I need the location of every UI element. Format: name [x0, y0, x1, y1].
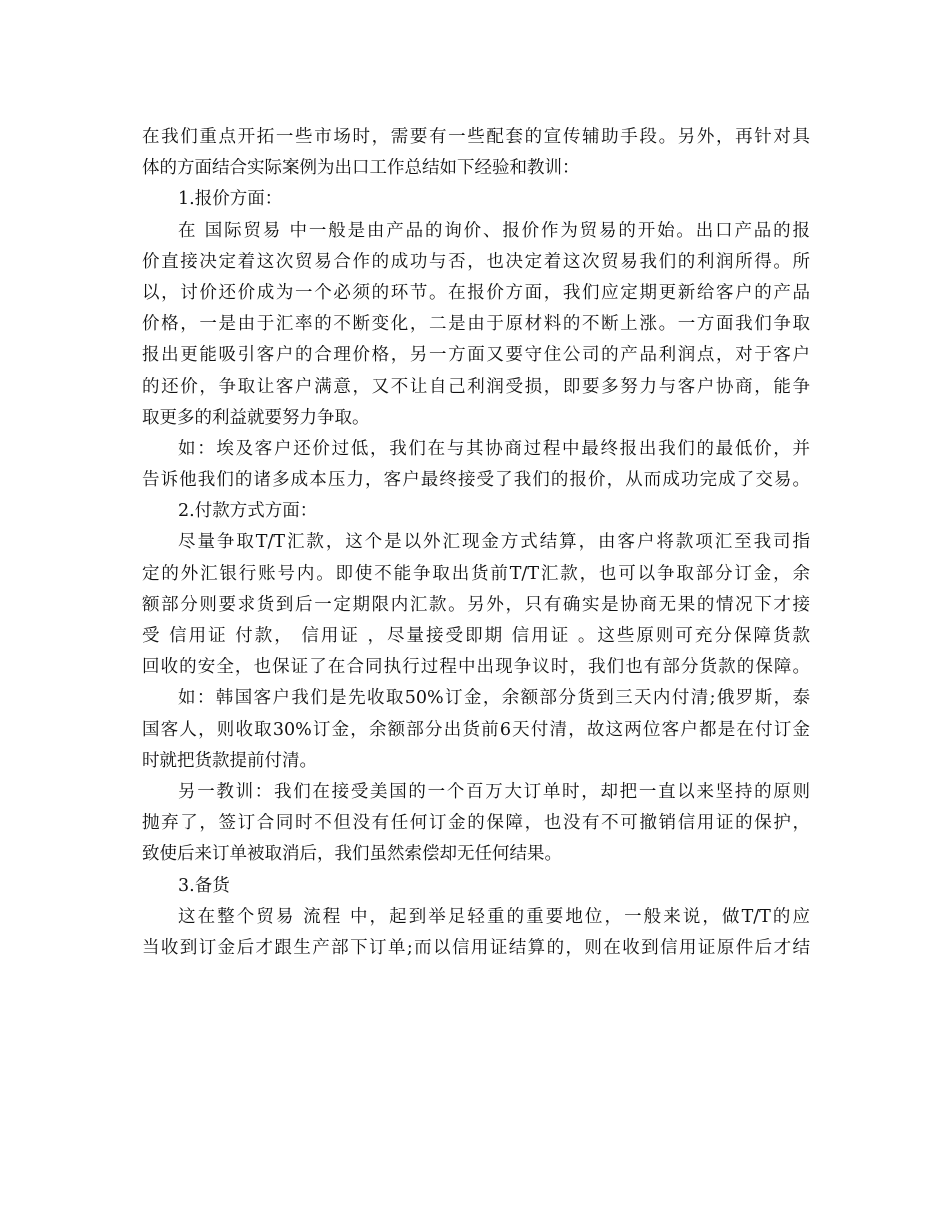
text-line: 告诉他我们的诸多成本压力，客户最终接受了我们的报价，从而成功完成了交易。	[142, 470, 810, 491]
text-line: 在 国际贸易 中一般是由产品的询价、报价作为贸易的开始。出口产品的报	[178, 220, 810, 241]
text-line: 的还价，争取让客户满意，又不让自己利润受损，即要多努力与客户协商，能争	[142, 376, 810, 397]
text-line: 如：埃及客户还价过低，我们在与其协商过程中最终报出我们的最低价，并	[178, 438, 810, 459]
text-line: 3.备货	[178, 875, 230, 896]
text-line: 这在整个贸易 流程 中，起到举足轻重的重要地位，一般来说，做T/T的应	[178, 906, 810, 927]
document-body	[142, 122, 810, 964]
text-line: 抛弃了，签订合同时不但没有任何订金的保障，也没有不可撤销信用证的保护，	[142, 813, 810, 834]
text-line: 价格，一是由于汇率的不断变化，二是由于原材料的不断上涨。一方面我们争取	[142, 314, 810, 335]
text-line: 取更多的利益就要努力争取。	[142, 407, 370, 428]
text-line: 以，讨价还价成为一个必须的环节。在报价方面，我们应定期更新给客户的产品	[142, 282, 810, 303]
text-line: 报出更能吸引客户的合理价格，另一方面又要守住公司的产品利润点，对于客户	[142, 345, 810, 366]
text-line: 另一教训：我们在接受美国的一个百万大订单时，却把一直以来坚持的原则	[178, 781, 810, 802]
text-line: 致使后来订单被取消后，我们虽然索偿却无任何结果。	[142, 844, 562, 865]
text-line: 1.报价方面：	[178, 189, 283, 210]
text-line: 2.付款方式方面：	[178, 501, 318, 522]
text-line: 受 信用证 付款， 信用证 ，尽量接受即期 信用证 。这些原则可充分保障货款	[142, 626, 810, 646]
text-line: 时就把货款提前付清。	[142, 750, 317, 771]
text-line: 国客人，则收取30%订金，余额部分出货前6天付清，故这两位客户都是在付订金	[142, 719, 810, 740]
text-line: 在我们重点开拓一些市场时，需要有一些配套的宣传辅助手段。另外，再针对具	[142, 127, 810, 147]
text-line: 当收到订金后才跟生产部下订单;而以信用证结算的，则在收到信用证原件后才结	[142, 937, 810, 958]
text-line: 如：韩国客户我们是先收取50%订金，余额部分货到三天内付清;俄罗斯，泰	[178, 688, 810, 709]
text-line: 回收的安全，也保证了在合同执行过程中出现争议时，我们也有部分货款的保障。	[142, 657, 810, 678]
text-line: 定的外汇银行账号内。即使不能争取出货前T/T汇款，也可以争取部分订金，余	[142, 563, 810, 584]
text-line: 尽量争取T/T汇款，这个是以外汇现金方式结算，由客户将款项汇至我司指	[178, 532, 810, 553]
text-line: 额部分则要求货到后一定期限内汇款。另外，只有确实是协商无果的情况下才接	[142, 594, 810, 615]
text-line: 体的方面结合实际案例为出口工作总结如下经验和教训：	[142, 158, 580, 179]
text-line: 价直接决定着这次贸易合作的成功与否，也决定着这次贸易我们的利润所得。所	[142, 251, 810, 272]
